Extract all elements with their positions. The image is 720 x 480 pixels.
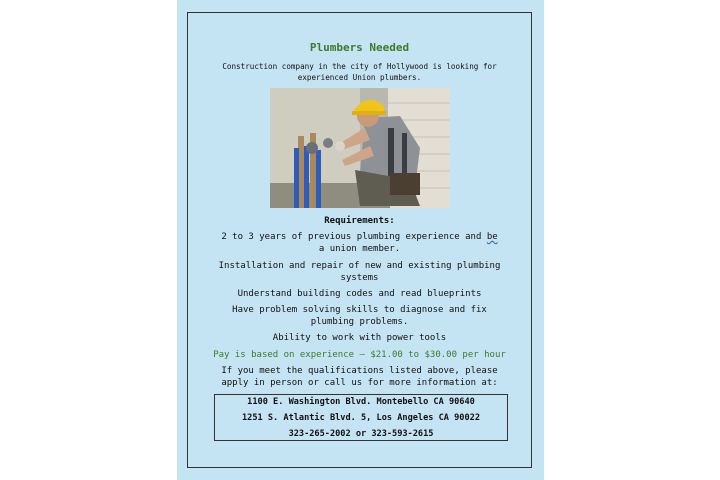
spellcheck-word: be <box>486 232 498 242</box>
requirement-problem-solving: Have problem solving skills to diagnose and fix plumbing problems. <box>232 305 487 327</box>
requirement-power-tools: Ability to work with power tools <box>272 333 447 343</box>
requirement-experience <box>218 232 501 255</box>
flyer-title: Plumbers Needed <box>309 41 410 54</box>
requirement-experience-pre: 2 to 3 years of previous plumbing experience and <box>221 232 487 242</box>
requirement-codes: Understand building codes and read blueprints <box>237 289 482 299</box>
requirement-experience-post: a union member. <box>318 243 401 254</box>
intro-text: Construction company in the city of Hollywood is looking for experienced Union plumbers. <box>222 62 497 82</box>
requirements-heading: Requirements: <box>324 216 395 226</box>
plumber-photo <box>270 88 450 208</box>
plumber-photo-image <box>270 88 450 208</box>
flyer-frame <box>187 12 532 468</box>
contact-box <box>214 394 508 441</box>
apply-instructions: If you meet the qualifications listed above, please apply in person or call us for more information at: <box>221 366 498 388</box>
address-montebello: 1100 E. Washington Blvd. Montebello CA 90640 <box>247 397 475 407</box>
address-los-angeles: 1251 S. Atlantic Blvd. 5, Los Angeles CA 90022 <box>242 413 480 423</box>
phone-numbers: 323-265-2002 or 323-593-2615 <box>288 429 434 439</box>
requirement-installation: Installation and repair of new and existing plumbing systems <box>218 261 501 283</box>
flyer-page <box>177 0 544 480</box>
pay-info: Pay is based on experience – $21.00 to $30.00 per hour <box>213 350 506 360</box>
